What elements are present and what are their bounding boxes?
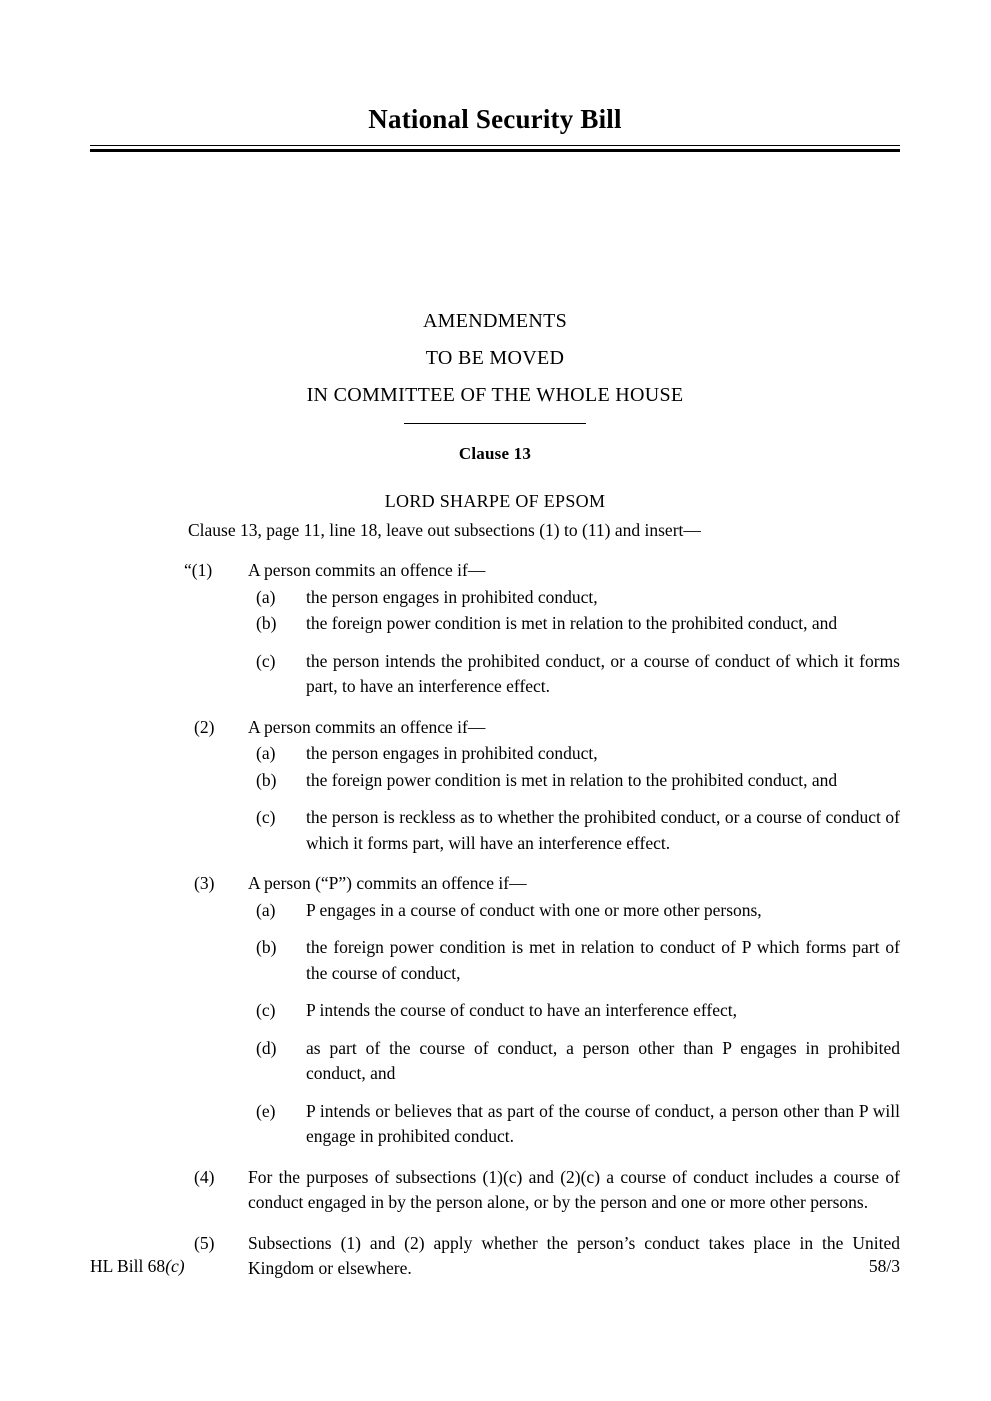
paragraph-item (248, 1099, 900, 1150)
paragraph-item (248, 1036, 900, 1087)
subsection-text: A person commits an offence if— (248, 716, 486, 737)
paragraph-item (248, 898, 900, 924)
subsection-text: A person commits an offence if— (248, 560, 486, 580)
subsection (90, 1165, 900, 1216)
paragraph-text: P intends the course of conduct to have an interference effect, (306, 1000, 737, 1020)
paragraph-letter: (d) (256, 1037, 277, 1058)
subsection (90, 715, 900, 857)
paragraph-text: the person is reckless as to whether the prohibited conduct, or a course of conduct of which it forms part, will have an interference effect. (306, 807, 900, 853)
paragraph-item (248, 611, 900, 637)
subsection (90, 558, 900, 700)
subsection-text: Subsections (1) and (2) apply whether the person’s conduct takes place in the United Kingdom or elsewhere. (248, 1232, 900, 1278)
paragraph-list (248, 741, 900, 856)
clause-heading: Clause 13 (458, 444, 532, 464)
paragraph-letter: (c) (256, 1000, 276, 1020)
paragraph-list (248, 898, 900, 1150)
bill-number-prefix: HL Bill 68 (90, 1256, 166, 1276)
paragraph-text: the person engages in prohibited conduct, (306, 586, 598, 607)
subsection-number: (3) (194, 873, 215, 893)
paragraph-item (248, 585, 900, 611)
title-double-rule (90, 145, 900, 152)
paragraph-text: the foreign power condition is met in relation to the prohibited conduct, and (306, 613, 838, 633)
paragraph-text: P intends or believes that as part of the course of conduct, a person other than P will engage in prohibited conduct. (306, 1100, 900, 1146)
paragraph-letter: (a) (256, 586, 276, 607)
paragraph-text: the foreign power condition is met in relation to conduct of P which forms part of the course of conduct, (306, 937, 900, 983)
paragraph-item (248, 805, 900, 856)
page-title: National Security Bill (368, 104, 622, 134)
paragraph-letter: (c) (256, 807, 276, 827)
subsection (90, 1231, 900, 1282)
paragraph-letter: (a) (256, 899, 276, 920)
heading-line-amendments: AMENDMENTS (422, 310, 568, 332)
amendment-heading-block (90, 303, 900, 512)
bill-number (90, 1256, 185, 1277)
member-name: LORD SHARPE OF EPSOM (384, 491, 606, 512)
subsection-list (90, 558, 900, 1282)
page-number: 58/3 (868, 1256, 900, 1276)
paragraph-item (248, 768, 900, 794)
paragraph-text: the foreign power condition is met in relation to the prohibited conduct, and (306, 769, 838, 790)
heading-separator-rule (404, 423, 586, 424)
bill-number-suffix: (c) (165, 1256, 185, 1276)
subsection-number: “(1) (184, 560, 213, 580)
paragraph-letter: (b) (256, 937, 277, 957)
subsection (90, 871, 900, 1150)
paragraph-letter: (a) (256, 743, 276, 763)
paragraph-text: the person engages in prohibited conduct, (306, 743, 598, 763)
heading-line-to-be-moved: TO BE MOVED (425, 347, 565, 369)
title-rule-thick (90, 149, 900, 152)
paragraph-text: P engages in a course of conduct with one or more other persons, (306, 899, 762, 920)
paragraph-item (248, 741, 900, 767)
paragraph-text: as part of the course of conduct, a person other than P engages in prohibited conduct, and (306, 1037, 900, 1083)
paragraph-item (248, 998, 900, 1024)
subsection-text: For the purposes of subsections (1)(c) and (2)(c) a course of conduct includes a course of conduct engaged in by the person alone, or by the person and one or more other persons. (248, 1166, 900, 1212)
subsection-text: A person (“P”) commits an offence if— (248, 873, 527, 893)
subsection-number: (5) (194, 1232, 215, 1253)
paragraph-letter: (e) (256, 1100, 276, 1121)
subsection-number: (2) (194, 716, 215, 737)
amendment-intro-line: Clause 13, page 11, line 18, leave out subsections (1) to (11) and insert— (188, 520, 701, 540)
title-rule-thin (90, 145, 900, 146)
paragraph-letter: (b) (256, 613, 277, 633)
paragraph-text: the person intends the prohibited conduct, or a course of conduct of which it forms part, to have an interference effect. (306, 650, 900, 696)
paragraph-item (248, 935, 900, 986)
heading-line-in-committee: IN COMMITTEE OF THE WHOLE HOUSE (306, 384, 684, 406)
paragraph-list (248, 585, 900, 700)
subsection-number: (4) (194, 1166, 215, 1187)
paragraph-letter: (c) (256, 650, 276, 671)
paragraph-letter: (b) (256, 769, 277, 790)
amendment-body (90, 518, 900, 1297)
paragraph-item (248, 649, 900, 700)
